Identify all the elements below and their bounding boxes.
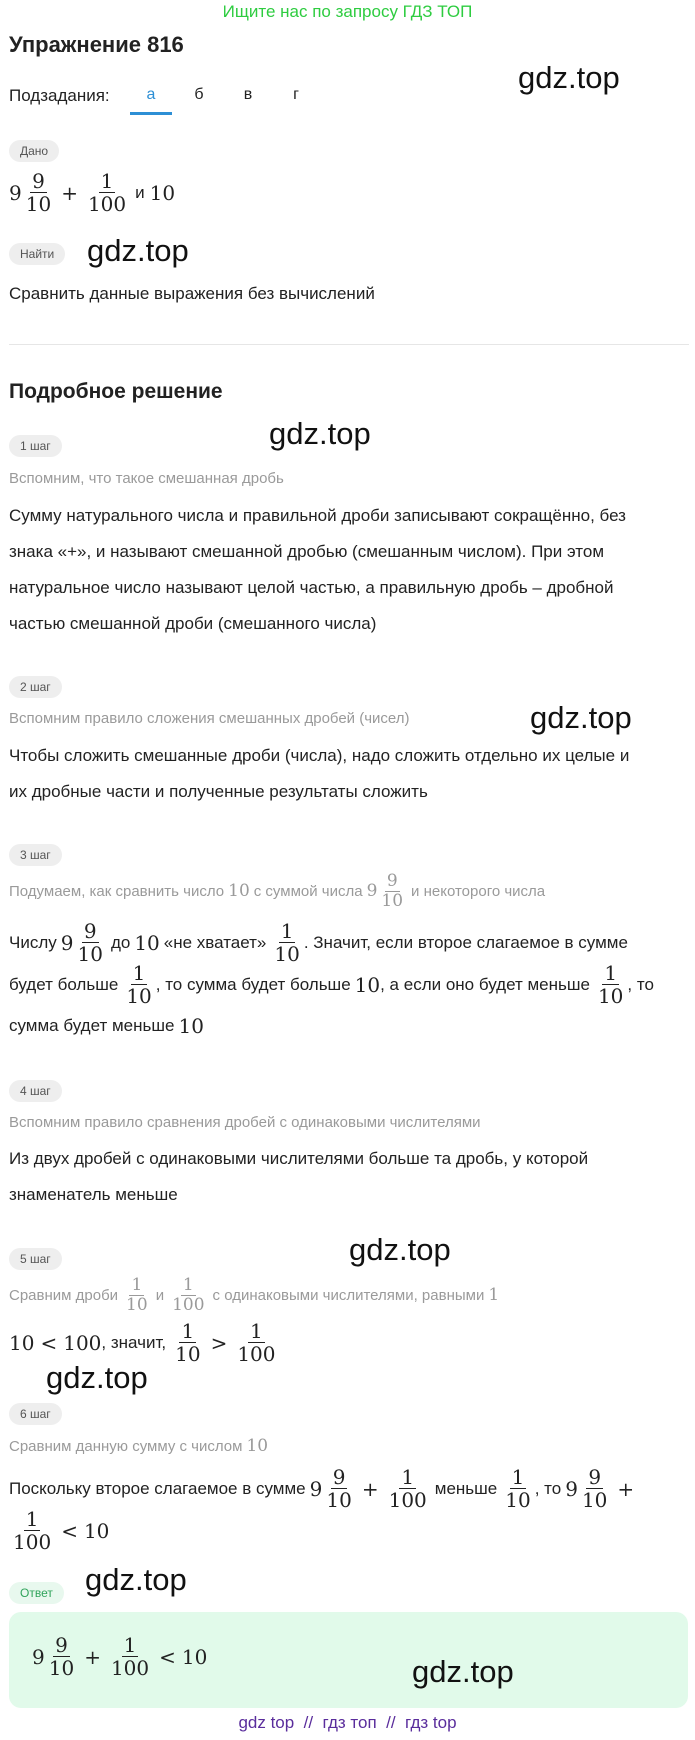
step-2-line: Чтобы сложить смешанные дроби (числа), надо сложить отдельно их целые и (9, 746, 630, 765)
watermark: gdz.top (269, 416, 371, 451)
step-5-comparison: 10 < 100 , значит, $\frac{1}{10}$ > $\frac{1}{100}$ (9, 1319, 276, 1366)
step-3-line-1: Числу 9 $\frac{9}{10}$ до 10 «не хватает» $\frac{1}{10}$ . Значит, если второе слагаемое в сумме (9, 919, 628, 966)
step-2-line: их дробные части и полученные результаты сложить (9, 782, 428, 801)
tab-g[interactable]: г (293, 86, 299, 103)
step-2-pill: 2 шаг (9, 676, 62, 698)
given-compare: 10 (149, 180, 176, 205)
find-pill: Найти (9, 243, 65, 265)
watermark: gdz.top (87, 233, 189, 268)
step-5-hint: Сравним дроби $\frac{1}{10}$ и $\frac{1}{100}$ с одинаковыми числителями, равными 1 (9, 1275, 500, 1315)
given-fraction-2: $\frac{1}{100}$ (87, 169, 127, 216)
step-4-pill: 4 шаг (9, 1080, 62, 1102)
find-text: Сравнить данные выражения без вычислений (9, 284, 375, 303)
step-2-body (9, 738, 689, 810)
step-2-hint: Вспомним правило сложения смешанных дробей (чисел) (9, 710, 410, 727)
watermark: gdz.top (46, 1360, 148, 1395)
answer-expression: 9 $\frac{9}{10}$ + $\frac{1}{100}$ < 10 (32, 1633, 208, 1680)
watermark: gdz.top (518, 60, 620, 95)
step-1-body (9, 498, 689, 642)
step-3-line-2: будет больше $\frac{1}{10}$ , то сумма будет больше 10 , а если оно будет меньше $\frac{1}{10}$ , то (9, 961, 654, 1008)
step-6-line-2: $\frac{1}{100}$ < 10 (13, 1507, 110, 1554)
footer-links[interactable]: gdz top // гдз топ // гдз top (238, 1713, 457, 1732)
step-4-hint: Вспомним правило сравнения дробей с одинаковыми числителями (9, 1114, 481, 1131)
watermark: gdz.top (349, 1232, 451, 1267)
and-word: и (135, 182, 145, 202)
watermark: gdz.top (412, 1654, 514, 1689)
step-6-line-1: Поскольку второе слагаемое в сумме 9 $\frac{9}{10}$ + $\frac{1}{100}$ меньше $\frac{1}{10}$ , то 9 $\frac{9}{10}$ + (9, 1465, 635, 1512)
step-4-line: знаменатель меньше (9, 1185, 178, 1204)
step-6-pill: 6 шаг (9, 1403, 62, 1425)
step-4-line: Из двух дробей с одинаковыми числителями больше та дробь, у которой (9, 1149, 589, 1168)
given-pill: Дано (9, 140, 59, 162)
page-title: Упражнение 816 (9, 32, 184, 57)
tab-a[interactable]: а (146, 86, 156, 103)
given-fraction-1: $\frac{9}{10}$ (25, 169, 52, 216)
tab-b[interactable]: б (194, 86, 204, 103)
step-1-line: натуральное число называют целой частью, а правильную дробь – дробной (9, 578, 614, 597)
divider (9, 344, 689, 345)
step-1-line: частью смешанной дроби (смешанного числа) (9, 614, 377, 633)
solution-title: Подробное решение (9, 380, 223, 403)
step-3-line-3: сумма будет меньше 10 (9, 1014, 204, 1038)
active-tab-indicator (130, 112, 172, 115)
given-whole: 9 (9, 180, 22, 205)
watermark: gdz.top (530, 700, 632, 735)
watermark: gdz.top (85, 1562, 187, 1597)
search-banner: Ищите нас по запросу ГДЗ ТОП (222, 2, 473, 21)
step-1-line: Сумму натурального числа и правильной дроби записывают сокращённо, без (9, 506, 626, 525)
step-6-hint: Сравним данную сумму с числом 10 (9, 1436, 269, 1456)
step-1-line: знака «+», и называют смешанной дробью (смешанным числом). При этом (9, 542, 604, 561)
step-1-pill: 1 шаг (9, 435, 62, 457)
step-4-body (9, 1141, 689, 1213)
subtasks-label: Подзадания: (9, 86, 110, 105)
step-1-hint: Вспомним, что такое смешанная дробь (9, 470, 284, 487)
step-5-pill: 5 шаг (9, 1248, 62, 1270)
answer-pill: Ответ (9, 1582, 64, 1604)
tab-v[interactable]: в (243, 86, 253, 103)
plus-sign: + (61, 180, 78, 205)
given-expression (9, 170, 175, 215)
step-3-hint: Подумаем, как сравнить число 10 с суммой числа 9 $\frac{9}{10}$ и некоторого числа (9, 871, 546, 911)
step-3-pill: 3 шаг (9, 844, 62, 866)
